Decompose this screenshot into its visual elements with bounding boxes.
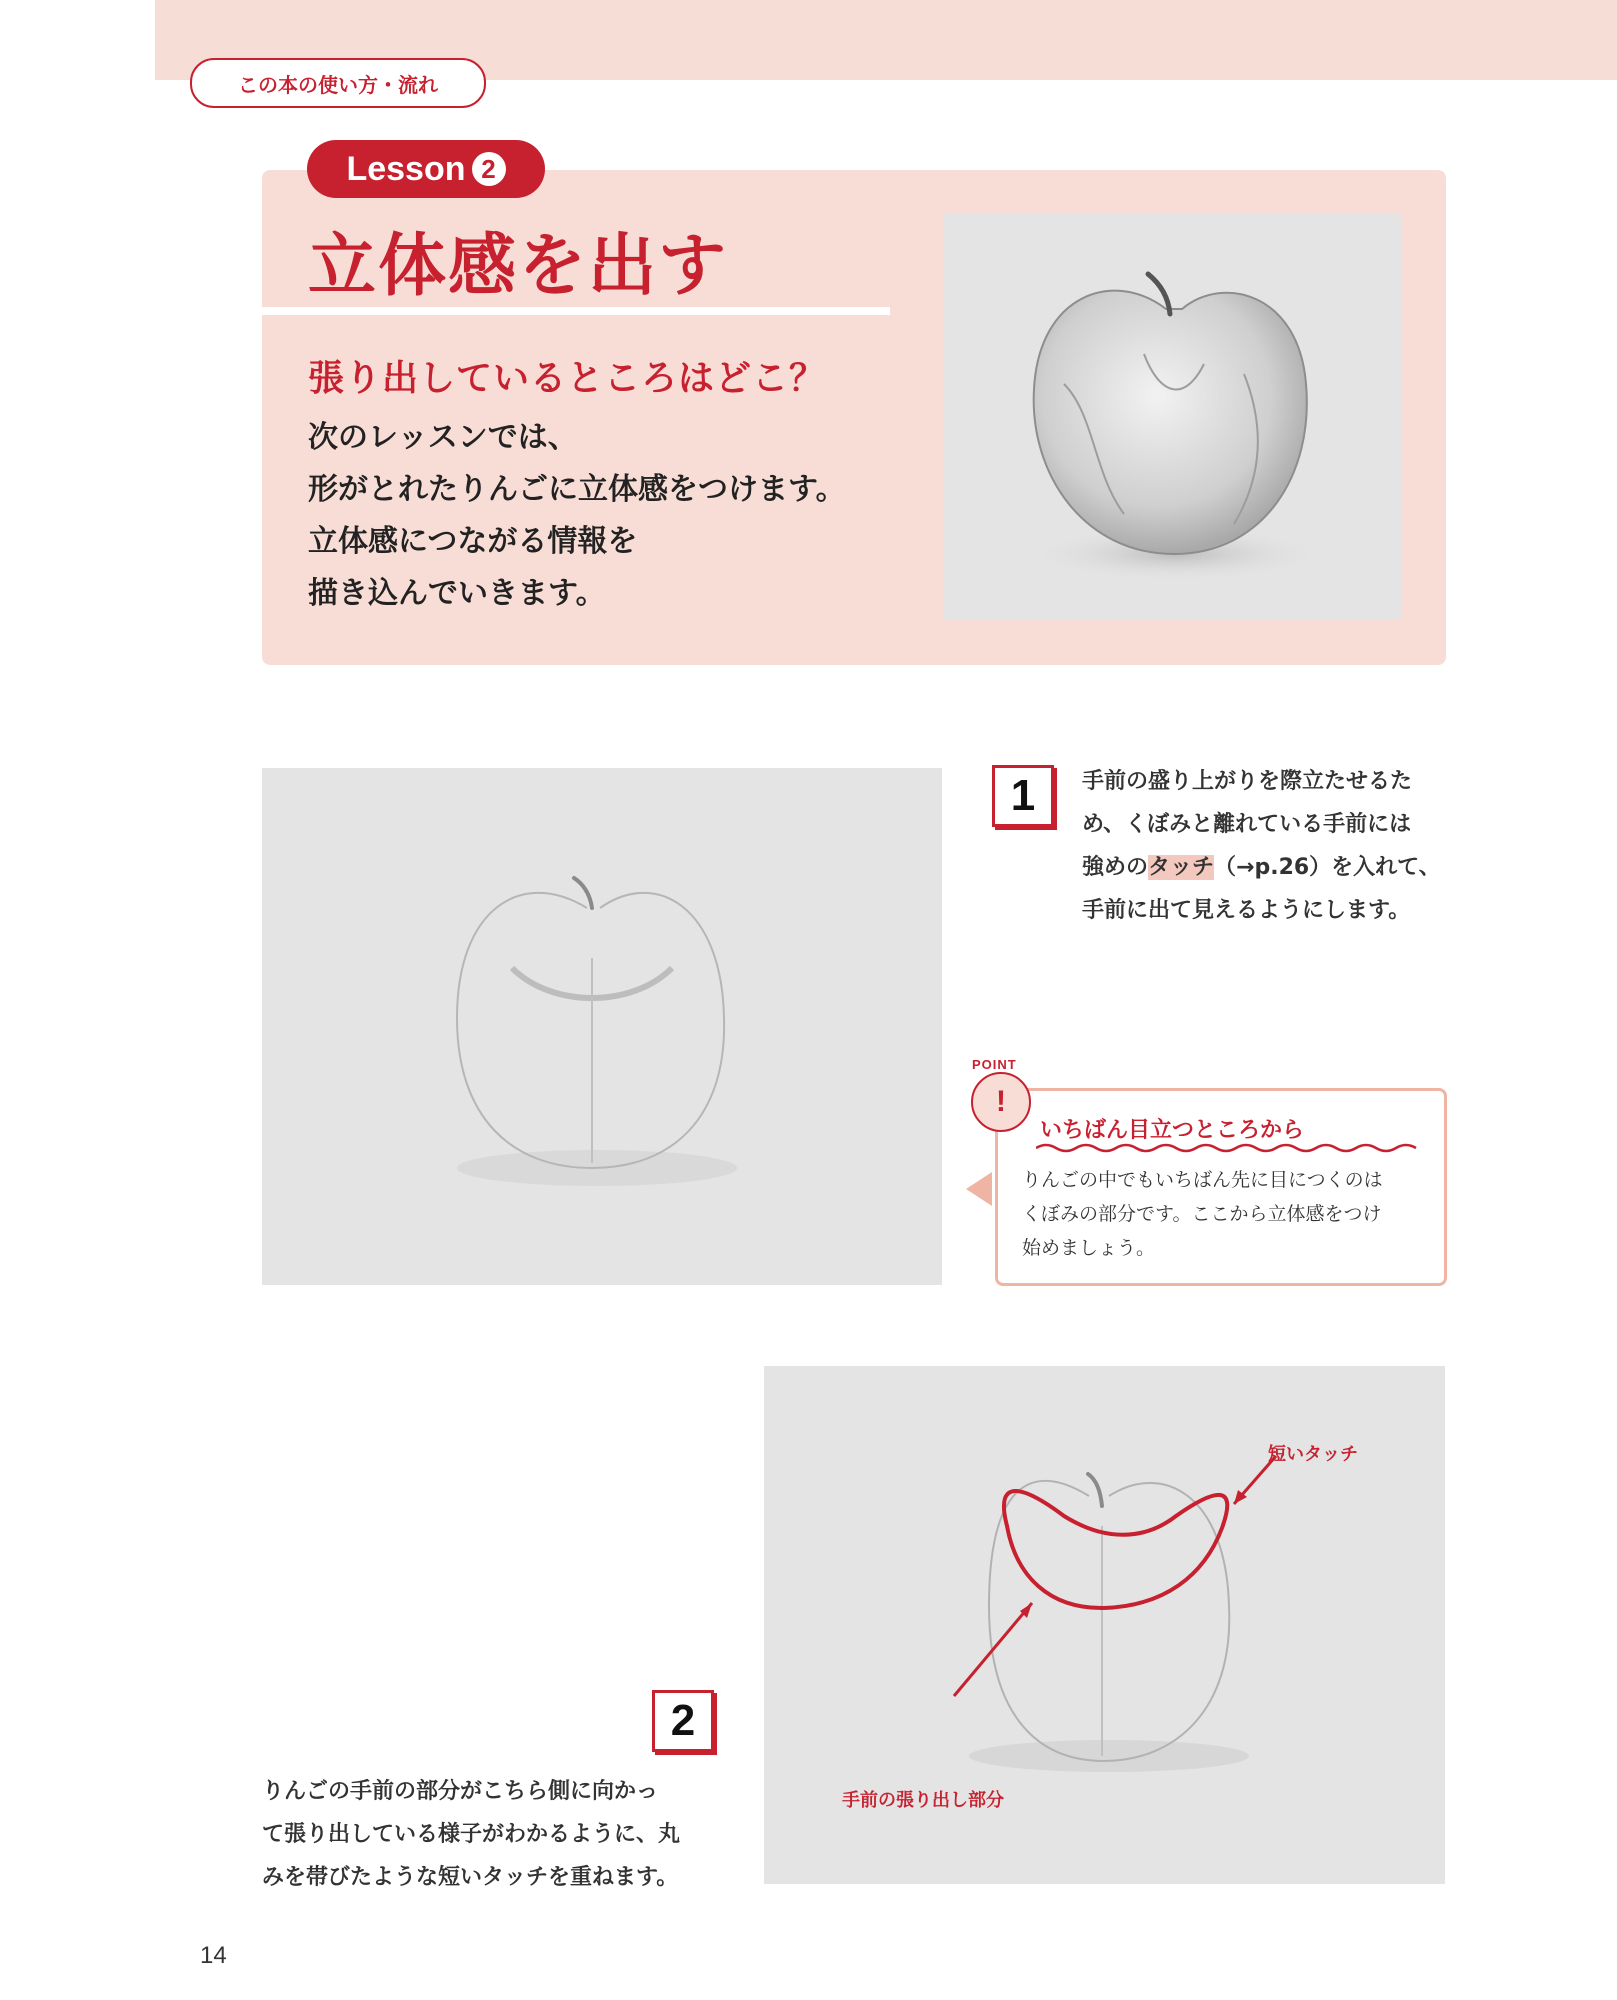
touch-keyword-highlight: タッチ <box>1148 855 1215 880</box>
step-1-line3-after: （→p.26）を入れて、 <box>1214 855 1441 880</box>
step-2-line: りんごの手前の部分がこちら側に向かっ <box>262 1779 659 1804</box>
intro-line: 形がとれたりんごに立体感をつけます。 <box>308 472 846 507</box>
finished-apple-drawing <box>944 214 1402 620</box>
step-2-number: 2 <box>652 1690 714 1752</box>
point-label: POINT <box>972 1057 1017 1072</box>
lightbulb-icon: ! <box>971 1072 1031 1132</box>
wave-underline <box>1036 1142 1426 1154</box>
point-body <box>1022 1163 1383 1265</box>
lesson-question: 張り出しているところはどこ？ <box>308 358 827 399</box>
step-1-line3-before: 強めの <box>1082 855 1149 880</box>
point-body-line: りんごの中でもいちばん先に目につくのは <box>1022 1169 1383 1191</box>
annotation-front-bulge: 手前の張り出し部分 <box>842 1790 1004 1811</box>
step-1-line: め、くぼみと離れている手前には <box>1082 812 1412 837</box>
intro-line: 描き込んでいきます。 <box>308 576 606 611</box>
page-number: 14 <box>200 1942 227 1969</box>
point-pointer-icon <box>966 1172 992 1206</box>
step-1-line: 手前に出て見えるようにします。 <box>1082 898 1411 923</box>
section-label: この本の使い方・流れ <box>190 58 486 108</box>
step1-apple-sketch <box>262 768 942 1285</box>
point-body-line: くぼみの部分です。ここから立体感をつけ <box>1022 1203 1382 1225</box>
step-2-line: みを帯びたような短いタッチを重ねます。 <box>262 1865 679 1890</box>
point-title: いちばん目立つところから <box>1040 1118 1305 1143</box>
step-2-line: て張り出している様子がわかるように、丸 <box>262 1822 681 1847</box>
lesson-badge <box>307 140 545 198</box>
step-1-line: 手前の盛り上がりを際立たせるた <box>1082 769 1413 794</box>
point-body-line: 始めましょう。 <box>1022 1237 1156 1259</box>
step-1-text <box>1082 760 1441 932</box>
step-1-number: 1 <box>992 765 1054 827</box>
intro-line: 次のレッスンでは、 <box>308 420 578 455</box>
lesson-intro <box>308 412 908 620</box>
lesson-title: 立体感を出す <box>308 227 729 306</box>
annotation-short-touch: 短いタッチ <box>1268 1444 1358 1465</box>
step-2-text <box>262 1770 680 1899</box>
lesson-badge-number: 2 <box>472 152 506 186</box>
step-1-line <box>1082 846 1441 889</box>
lesson-badge-text: Lesson <box>346 149 466 188</box>
intro-line: 立体感につながる情報を <box>308 524 638 559</box>
title-divider <box>262 307 890 315</box>
